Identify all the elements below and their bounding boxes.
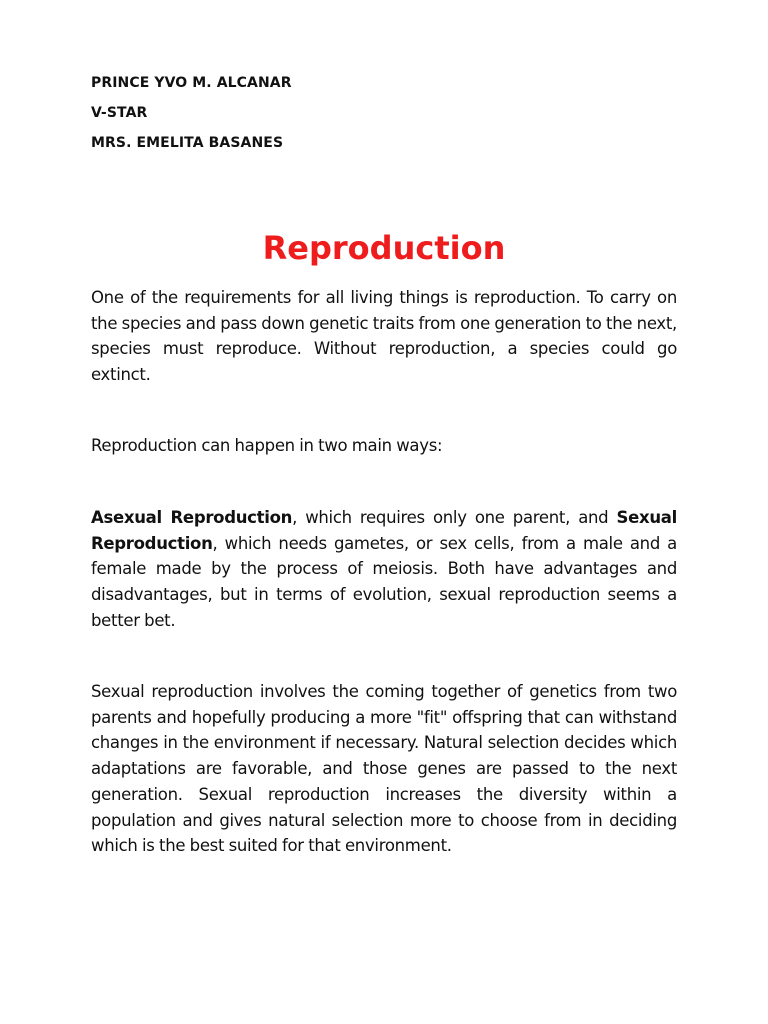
term-sexual-reproduction: Sexual Reproduction bbox=[91, 508, 677, 553]
student-section: V-STAR bbox=[91, 105, 148, 121]
term-asexual-reproduction: Asexual Reproduction bbox=[91, 508, 293, 527]
paragraph-types bbox=[91, 505, 677, 634]
teacher-name: MRS. EMELITA BASANES bbox=[91, 135, 284, 151]
paragraph-two-ways: Reproduction can happen in two main ways: bbox=[91, 436, 443, 455]
document-title: Reproduction bbox=[262, 229, 506, 267]
student-name: PRINCE YVO M. ALCANAR bbox=[91, 75, 292, 91]
asexual-description: , which requires only one parent, and bbox=[292, 508, 617, 527]
paragraph-sexual-reproduction: Sexual reproduction involves the coming together of genetics from two parents and hopefully producing a more "fit" offspring that can withstand changes in the environment if necessary. Natural selection decides which adaptations are favorable, and those genes are passed to the next generation. Sexual reproduction increases the diversity within a population and gives natural selection more to choose from in deciding which is the best suited for that environment. bbox=[91, 682, 677, 856]
paragraph-intro: One of the requirements for all living things is reproduction. To carry on the species and pass down genetic traits from one generation to the next, species must reproduce. Without reproduction, a species could go extinct. bbox=[91, 288, 677, 385]
sexual-description: , which needs gametes, or sex cells, from a male and a female made by the process of meiosis. Both have advantages and disadvantages, but in terms of evolution, sexual reproduction seems a better bet. bbox=[91, 533, 677, 630]
